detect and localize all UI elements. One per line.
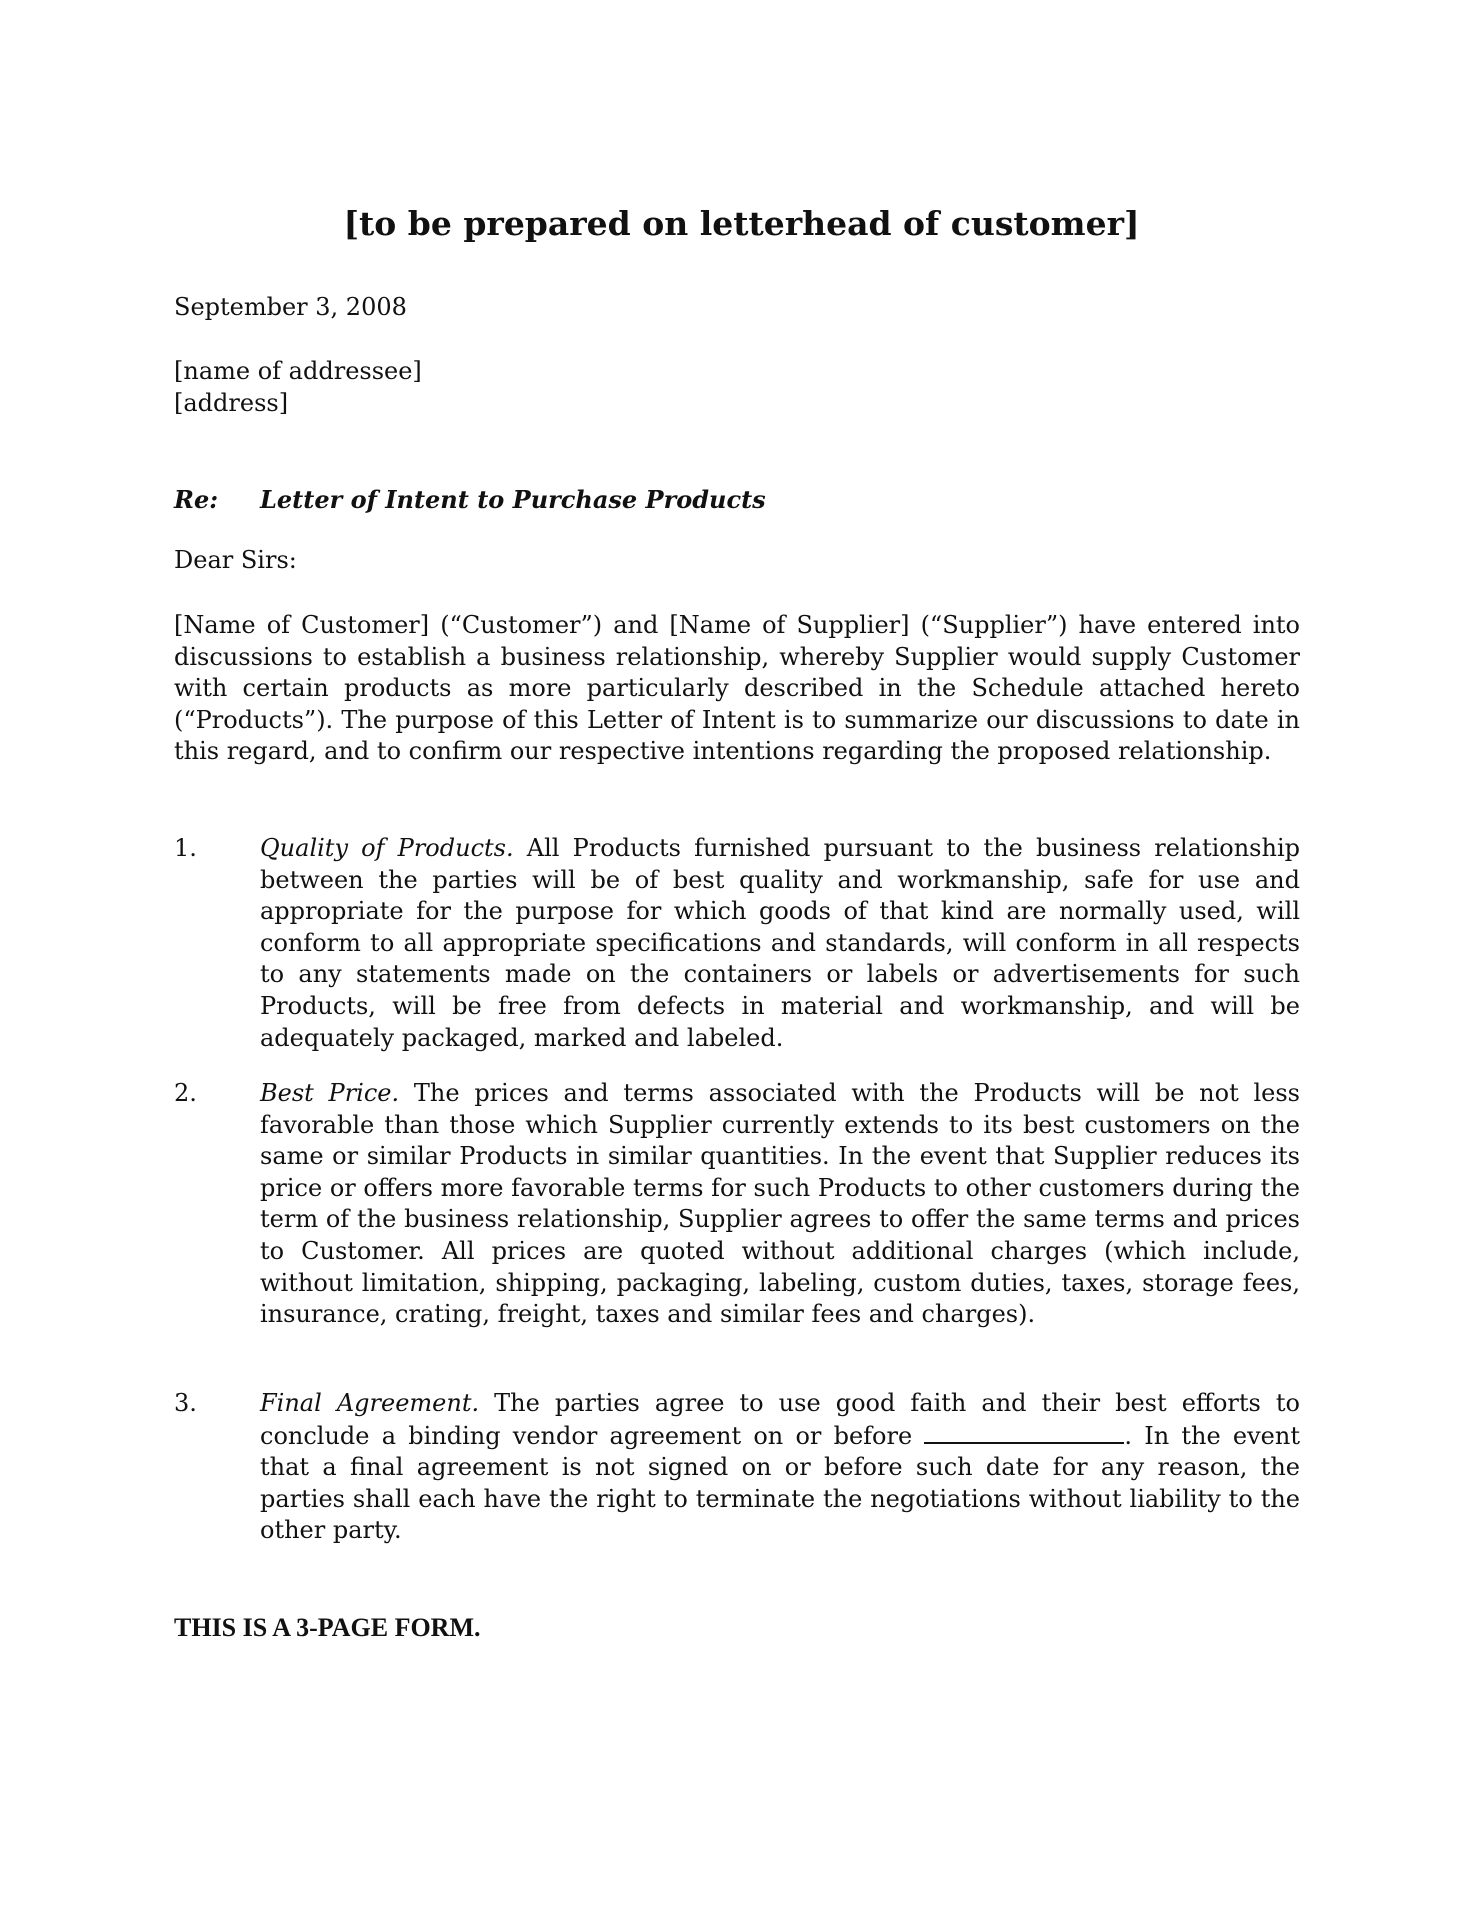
- item-body: [260, 833, 1300, 1054]
- addressee-name: [name of addressee]: [174, 357, 422, 385]
- item-text-before-blank: The parties agree to use good faith and their best efforts to conclude a binding vendor agreement on or before: [260, 1389, 1300, 1450]
- re-label: Re:: [174, 485, 219, 514]
- date-blank-field: [924, 1420, 1124, 1444]
- numbered-item: [174, 1078, 1300, 1331]
- intro-paragraph: [Name of Customer] (“Customer”) and [Name of Supplier] (“Supplier”) have entered into discussions to establish a business relationship, whereby Supplier would supply Customer with certain products as more particularly described in the Schedule attached hereto (“Products”). The purpose of this Letter of Intent is to summarize our discussions to date in this regard, and to confirm our respective intentions regarding the proposed relationship.: [174, 611, 1300, 766]
- item-heading: Quality of Products.: [260, 834, 514, 862]
- form-page-notice: THIS IS A 3-PAGE FORM.: [174, 1613, 481, 1642]
- numbered-item: [174, 833, 1300, 1054]
- item-body: [260, 1388, 1300, 1547]
- item-heading: Best Price.: [260, 1079, 400, 1107]
- letter-date: September 3, 2008: [174, 293, 407, 321]
- item-text-after-blank: . In the event that a final agreement is not signed on or before such date for any reason, the parties shall each have the right to terminate the negotiations without liability to the other party.: [260, 1421, 1300, 1545]
- letterhead-title: [to be prepared on letterhead of customer]: [343, 204, 1140, 243]
- addressee-block: [174, 356, 1300, 419]
- item-heading: Final Agreement.: [260, 1389, 480, 1417]
- salutation: Dear Sirs:: [174, 546, 297, 574]
- item-text: All Products furnished pursuant to the business relationship between the parties will be of best quality and workmanship, safe for use and appropriate for the purpose for which goods of that kind are normally used, will conform to all appropriate specifications and standards, will conform in all respects to any statements made on the containers or labels or advertisements for such Products, will be free from defects in material and workmanship, and will be adequately packaged, marked and labeled.: [260, 834, 1300, 1052]
- item-number: 3.: [174, 1389, 197, 1417]
- item-body: [260, 1078, 1300, 1331]
- item-text: The prices and terms associated with the Products will be not less favorable than those which Supplier currently extends to its best customers on the same or similar Products in similar quantities. In the event that Supplier reduces its price or offers more favorable terms for such Products to other customers during the term of the business relationship, Supplier agrees to offer the same terms and prices to Customer. All prices are quoted without additional charges (which include, without limitation, shipping, packaging, labeling, custom duties, taxes, storage fees, insurance, crating, freight, taxes and similar fees and charges).: [260, 1079, 1300, 1329]
- item-number: 1.: [174, 834, 197, 862]
- subject-line: [174, 484, 1300, 517]
- re-subject: Letter of Intent to Purchase Products: [260, 485, 766, 514]
- item-number: 2.: [174, 1079, 197, 1107]
- numbered-item: [174, 1388, 1300, 1547]
- addressee-address: [address]: [174, 388, 289, 417]
